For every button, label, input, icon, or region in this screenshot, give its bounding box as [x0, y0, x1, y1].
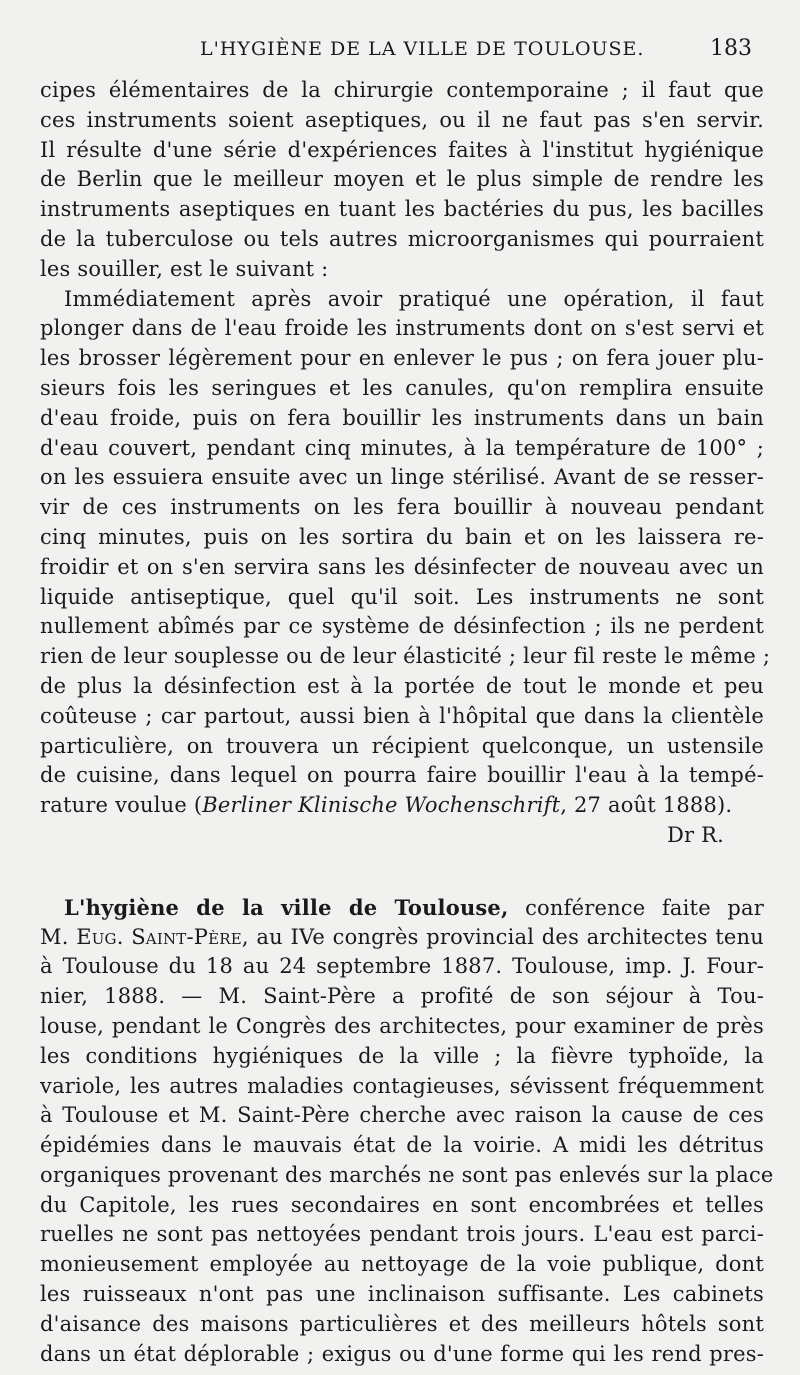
text-line: les ruisseaux n'ont pas une inclinaison suffisante. Les cabinets — [40, 1282, 764, 1307]
text-line: plonger dans de l'eau froide les instruments dont on s'est servi et — [40, 316, 764, 341]
text-line: coûteuse ; car partout, aussi bien à l'hôpital que dans la clientèle — [40, 703, 764, 728]
text-line: instruments aseptiques en tuant les bactéries du pus, les bacilles — [40, 197, 764, 222]
review-author-line: M. Eug. Saint-Père, au IVe congrès provincial des architectes tenu — [40, 924, 765, 949]
text-line: organiques provenant des marchés ne sont pas enlevés sur la place — [40, 1162, 774, 1187]
text-line: froidir et on s'en servira sans les désinfecter de nouveau avec un — [40, 554, 764, 579]
text-line: ces instruments soient aseptiques, ou il ne faut pas s'en servir. — [40, 107, 764, 132]
text-line: du Capitole, les rues secondaires en sont encombrées et telles — [40, 1192, 764, 1217]
text-line: Il résulte d'une série d'expériences faites à l'institut hygiénique — [40, 137, 764, 162]
text-line: les conditions hygiéniques de la ville ; la fièvre typhoïde, la — [40, 1043, 764, 1068]
text-line: d'aisance des maisons particulières et des meilleurs hôtels sont — [40, 1311, 764, 1336]
text-line: à Toulouse et M. Saint-Père cherche avec raison la cause de ces — [40, 1103, 764, 1128]
text-line: rien de leur souplesse ou de leur élasticité ; leur fil reste le même ; — [40, 644, 771, 669]
text-line: de cuisine, dans lequel on pourra faire bouillir l'eau à la tempé- — [40, 763, 764, 788]
text-line: Immédiatement après avoir pratiqué une opération, il faut — [64, 286, 764, 311]
text-line: de plus la désinfection est à la portée de tout le monde et peu — [40, 673, 764, 698]
text-line: nullement abîmés par ce système de désinfection ; ils ne perdent — [40, 614, 764, 639]
text-line: sieurs fois les seringues et les canules, qu'on remplira ensuite — [40, 375, 764, 400]
text-line: vir de ces instruments on les fera bouillir à nouveau pendant — [40, 495, 764, 520]
text-line: louse, pendant le Congrès des architectes, pour examiner de près — [40, 1013, 764, 1038]
page-number: 183 — [710, 36, 752, 61]
text-line: de la tuberculose ou tels autres microorganismes qui pourraient — [40, 226, 764, 251]
page-header — [40, 36, 760, 70]
text-line: de Berlin que le meilleur moyen et le plus simple de rendre les — [40, 167, 764, 192]
review-title: L'hygiène de la ville de Toulouse, — [64, 894, 509, 920]
text-line: cinq minutes, puis on les sortira du bain et on les laissera re- — [40, 524, 764, 549]
text-line: à Toulouse du 18 au 24 septembre 1887. Toulouse, imp. J. Four- — [40, 954, 764, 979]
text-line: particulière, on trouvera un récipient quelconque, un ustensile — [40, 733, 764, 758]
text-line: variole, les autres maladies contagieuses, sévissent fréquemment — [40, 1073, 764, 1098]
text-line: d'eau couvert, pendant cinq minutes, à la température de 100° ; — [40, 435, 764, 460]
text-line: liquide antiseptique, quel qu'il soit. Les instruments ne sont — [40, 584, 764, 609]
paragraph-2 — [40, 285, 771, 792]
review-title-line: L'hygiène de la ville de Toulouse, conférence faite par — [64, 894, 764, 920]
text-line: dans un état déplorable ; exigus ou d'une forme qui les rend pres- — [40, 1341, 764, 1366]
text-line: d'eau froide, puis on fera bouillir les instruments dans un bain — [40, 405, 764, 430]
running-title: L'HYGIÈNE DE LA VILLE DE TOULOUSE. — [200, 38, 645, 60]
review-author: Eug. Saint-Père — [76, 924, 242, 949]
paragraph-1 — [40, 76, 764, 285]
text-line: nier, 1888. — M. Saint-Père a profité de son séjour à Tou- — [40, 984, 764, 1009]
body-text — [40, 76, 774, 1369]
signature: Dr R. — [666, 822, 724, 847]
text-line: les brosser légèrement pour en enlever le pus ; on fera jouer plu- — [40, 346, 764, 371]
text-line: monieusement employée au nettoyage de la voie publique, dont — [40, 1252, 764, 1277]
text-line: les souiller, est le suivant : — [40, 256, 329, 281]
text-line: épidémies dans le mauvais état de la voirie. A midi les détritus — [40, 1133, 764, 1158]
text-line: ruelles ne sont pas nettoyées pendant trois jours. L'eau est parci- — [40, 1222, 764, 1247]
source-citation: Berliner Klinische Wochenschrift — [202, 793, 561, 818]
text-line: on les essuiera ensuite avec un linge stérilisé. Avant de se resser- — [40, 465, 764, 490]
review-paragraph — [40, 893, 774, 1370]
paragraph-2-last-line: rature voulue (Berliner Klinische Wochenschrift, 27 août 1888). — [40, 793, 733, 818]
text-line: cipes élémentaires de la chirurgie contemporaine ; il faut que — [40, 78, 764, 102]
